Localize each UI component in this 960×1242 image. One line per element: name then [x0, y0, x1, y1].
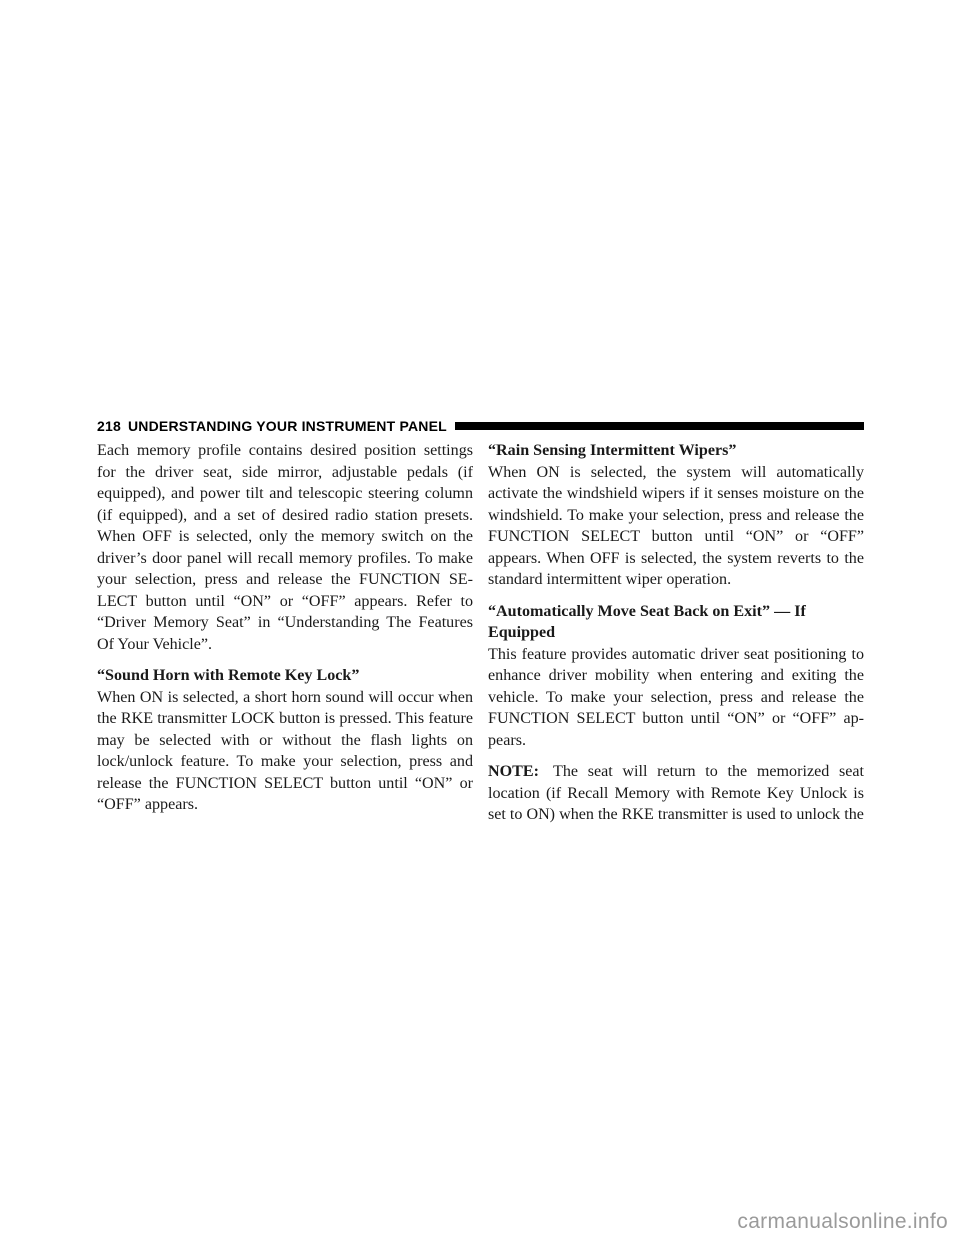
note-text: The seat will return to the memorized seat location (if Recall Memory with Remote Key Unlock is set to ON) when the RKE transmitter is used to unlock the	[488, 763, 864, 823]
left-column	[97, 440, 473, 826]
seat-back-heading: “Automatically Move Seat Back on Exit” — If Equipped	[488, 602, 806, 641]
section-title: UNDERSTANDING YOUR INSTRUMENT PANEL	[127, 418, 447, 434]
rain-sensing-paragraph: When ON is selected, the system will automatically activate the windshield wipers if it senses moisture on the windshield. To make your selection, press and release the FUNCTION SELECT button until “ON” or “OFF” appears. When OFF is selected, the system reverts to the standard intermittent wiper operation.	[488, 463, 864, 588]
watermark: carmanualsonline.info	[737, 1210, 948, 1233]
memory-profile-paragraph: Each memory profile contains desired position settings for the driver seat, side mirror, adjustable pedals (if equipped), and power tilt and telescopic steering column (if equipped), and a set of desired radio station presets. When OFF is selected, only the memory switch on the driver’s door panel will recall memory profiles. To make your selection, press and release the FUNCTION SE-LECT button until “ON” or “OFF” appears. Refer to “Driver Memory Seat” in “Understanding The Features Of Your Vehicle”.	[97, 442, 473, 653]
note-label: NOTE:	[488, 763, 539, 780]
header-rule	[455, 422, 864, 430]
page-number: 218	[97, 418, 121, 434]
page-header	[97, 416, 864, 436]
note-paragraph	[488, 761, 864, 826]
sound-horn-heading: “Sound Horn with Remote Key Lock”	[97, 667, 360, 684]
rain-sensing-heading: “Rain Sensing Intermittent Wipers”	[488, 442, 737, 459]
right-column	[488, 440, 864, 836]
sound-horn-paragraph: When ON is selected, a short horn sound will occur when the RKE transmitter LOCK button is pressed. This feature may be selected with or without the flash lights on lock/unlock feature. To make your selection, press and release the FUNCTION SELECT button until “ON” or “OFF” appears.	[97, 688, 473, 813]
seat-back-paragraph: This feature provides automatic driver seat positioning to enhance driver mobility when entering and exiting the vehicle. To make your selection, press and release the FUNCTION SELECT button until “ON” or “OFF” ap-pears.	[488, 645, 864, 749]
